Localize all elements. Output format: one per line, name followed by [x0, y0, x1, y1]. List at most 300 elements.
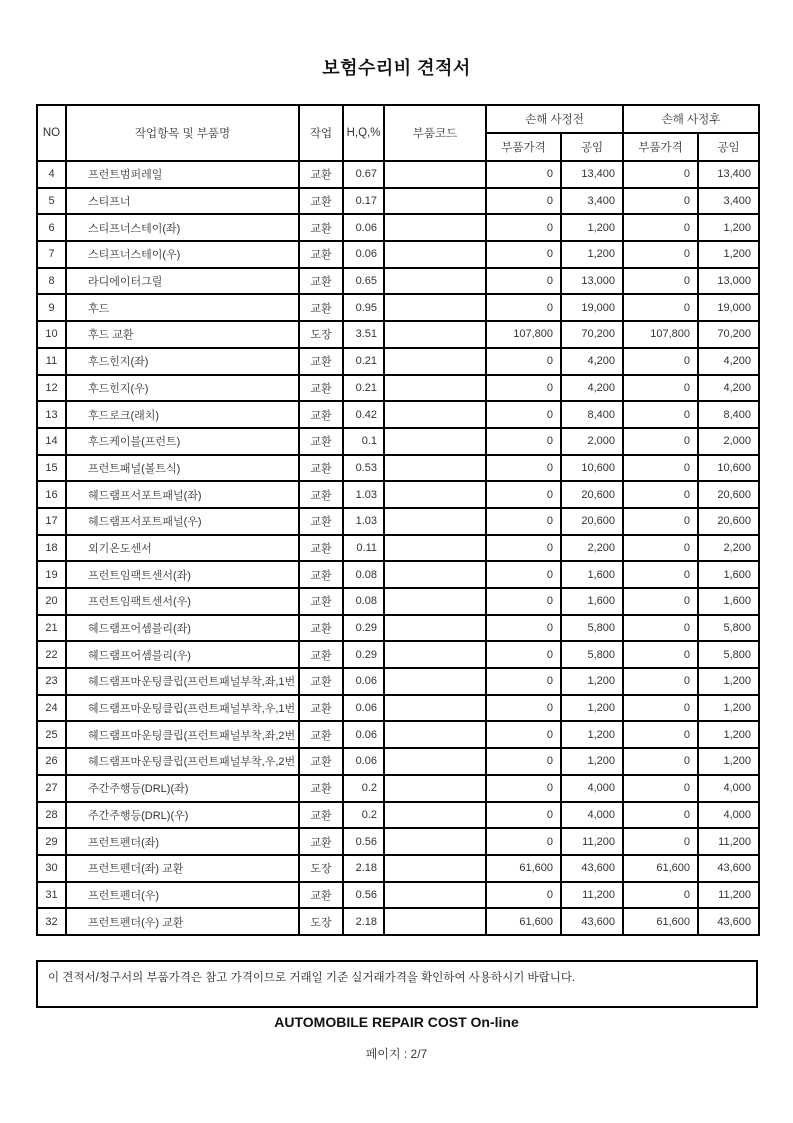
cell-work-type: 교환 [299, 828, 343, 855]
cell-after-labor: 1,200 [698, 241, 759, 268]
cell-hq: 0.53 [343, 455, 384, 482]
cell-before-part-price: 0 [486, 588, 561, 615]
cell-after-part-price: 0 [623, 641, 698, 668]
cell-item-name: 후드힌지(좌) [66, 348, 299, 375]
cell-work-type: 교환 [299, 481, 343, 508]
document-title: 보험수리비 견적서 [322, 58, 471, 78]
cell-after-labor: 20,600 [698, 481, 759, 508]
cell-before-labor: 10,600 [561, 455, 623, 482]
cell-after-part-price: 0 [623, 294, 698, 321]
cell-hq: 0.42 [343, 401, 384, 428]
table-row [37, 188, 759, 215]
cell-no: 6 [37, 214, 66, 241]
cell-before-labor: 13,400 [561, 161, 623, 188]
estimate-table [36, 104, 760, 936]
estimate-table-header [37, 105, 759, 161]
cell-item-name: 후드로크(래치) [66, 401, 299, 428]
cell-no: 8 [37, 268, 66, 295]
header-before-group: 손해 사정전 [486, 105, 623, 133]
header-after-labor: 공임 [698, 133, 759, 161]
cell-part-code [384, 294, 486, 321]
cell-after-part-price: 0 [623, 535, 698, 562]
cell-no: 15 [37, 455, 66, 482]
cell-after-labor: 1,200 [698, 214, 759, 241]
cell-after-labor: 1,200 [698, 748, 759, 775]
cell-before-labor: 1,200 [561, 241, 623, 268]
cell-after-labor: 13,000 [698, 268, 759, 295]
cell-before-labor: 13,000 [561, 268, 623, 295]
cell-before-labor: 4,000 [561, 775, 623, 802]
cell-part-code [384, 214, 486, 241]
cell-before-labor: 1,200 [561, 214, 623, 241]
table-row [37, 428, 759, 455]
cell-hq: 0.1 [343, 428, 384, 455]
cell-before-labor: 1,200 [561, 668, 623, 695]
cell-before-part-price: 61,600 [486, 908, 561, 935]
cell-after-labor: 70,200 [698, 321, 759, 348]
cell-work-type: 교환 [299, 508, 343, 535]
cell-work-type: 교환 [299, 214, 343, 241]
cell-item-name: 스티프너 [66, 188, 299, 215]
cell-after-part-price: 0 [623, 481, 698, 508]
cell-after-labor: 4,000 [698, 802, 759, 829]
cell-no: 28 [37, 802, 66, 829]
cell-before-part-price: 0 [486, 348, 561, 375]
cell-part-code [384, 668, 486, 695]
cell-no: 25 [37, 721, 66, 748]
cell-work-type: 교환 [299, 188, 343, 215]
cell-after-part-price: 0 [623, 455, 698, 482]
cell-before-labor: 3,400 [561, 188, 623, 215]
cell-part-code [384, 241, 486, 268]
cell-work-type: 교환 [299, 161, 343, 188]
cell-work-type: 교환 [299, 428, 343, 455]
cell-no: 26 [37, 748, 66, 775]
brand-line: AUTOMOBILE REPAIR COST On-line [274, 1014, 519, 1030]
cell-before-part-price: 0 [486, 641, 561, 668]
cell-hq: 2.18 [343, 855, 384, 882]
cell-item-name: 프런트패널(볼트식) [66, 455, 299, 482]
cell-after-part-price: 0 [623, 882, 698, 909]
cell-after-part-price: 0 [623, 428, 698, 455]
cell-no: 17 [37, 508, 66, 535]
cell-before-labor: 4,200 [561, 348, 623, 375]
cell-after-part-price: 0 [623, 775, 698, 802]
cell-after-labor: 1,200 [698, 721, 759, 748]
cell-work-type: 교환 [299, 588, 343, 615]
cell-item-name: 주간주행등(DRL)(좌) [66, 775, 299, 802]
cell-part-code [384, 508, 486, 535]
cell-hq: 0.29 [343, 641, 384, 668]
cell-item-name: 헤드램프마운팅클립(프런트패널부착,좌,2번 [66, 721, 299, 748]
table-row [37, 908, 759, 935]
cell-hq: 0.2 [343, 802, 384, 829]
cell-after-part-price: 0 [623, 668, 698, 695]
cell-hq: 0.06 [343, 241, 384, 268]
cell-after-labor: 3,400 [698, 188, 759, 215]
cell-work-type: 교환 [299, 721, 343, 748]
cell-after-labor: 10,600 [698, 455, 759, 482]
cell-work-type: 교환 [299, 375, 343, 402]
cell-item-name: 후드케이블(프런트) [66, 428, 299, 455]
cell-part-code [384, 802, 486, 829]
table-row [37, 882, 759, 909]
cell-before-part-price: 0 [486, 535, 561, 562]
cell-item-name: 프런트펜더(우) 교환 [66, 908, 299, 935]
cell-before-part-price: 0 [486, 508, 561, 535]
table-row [37, 775, 759, 802]
cell-after-labor: 5,800 [698, 641, 759, 668]
cell-before-part-price: 0 [486, 428, 561, 455]
cell-no: 16 [37, 481, 66, 508]
cell-before-part-price: 0 [486, 561, 561, 588]
cell-item-name: 헤드램프마운팅클립(프런트패널부착,우,1번 [66, 695, 299, 722]
cell-no: 11 [37, 348, 66, 375]
header-no: NO [37, 105, 66, 161]
cell-item-name: 헤드램프어셈블리(좌) [66, 615, 299, 642]
table-row [37, 294, 759, 321]
cell-before-part-price: 0 [486, 828, 561, 855]
cell-part-code [384, 161, 486, 188]
cell-before-labor: 2,000 [561, 428, 623, 455]
cell-after-part-price: 0 [623, 161, 698, 188]
cell-after-labor: 4,200 [698, 375, 759, 402]
header-item: 작업항목 및 부품명 [66, 105, 299, 161]
cell-hq: 1.03 [343, 508, 384, 535]
cell-after-labor: 1,200 [698, 668, 759, 695]
cell-no: 23 [37, 668, 66, 695]
cell-after-part-price: 0 [623, 188, 698, 215]
note-text: 이 견적서/청구서의 부품가격은 참고 가격이므로 거래일 기준 실거래가격을 확인하여 사용하시기 바랍니다. [48, 972, 576, 984]
cell-before-part-price: 0 [486, 241, 561, 268]
cell-before-labor: 20,600 [561, 481, 623, 508]
cell-hq: 0.06 [343, 748, 384, 775]
cell-part-code [384, 748, 486, 775]
table-row [37, 668, 759, 695]
cell-after-part-price: 0 [623, 748, 698, 775]
cell-item-name: 프런트임팩트센서(좌) [66, 561, 299, 588]
table-row [37, 535, 759, 562]
cell-work-type: 교환 [299, 668, 343, 695]
header-part-code: 부품코드 [384, 105, 486, 161]
cell-item-name: 헤드램프마운팅클립(프런트패널부착,우,2번 [66, 748, 299, 775]
table-row [37, 615, 759, 642]
cell-no: 31 [37, 882, 66, 909]
cell-work-type: 교환 [299, 294, 343, 321]
cell-item-name: 스티프너스테이(좌) [66, 214, 299, 241]
cell-item-name: 헤드램프서포트패널(좌) [66, 481, 299, 508]
header-after-group: 손해 사정후 [623, 105, 759, 133]
cell-after-part-price: 0 [623, 561, 698, 588]
cell-no: 5 [37, 188, 66, 215]
cell-work-type: 교환 [299, 882, 343, 909]
cell-after-labor: 43,600 [698, 855, 759, 882]
table-row [37, 855, 759, 882]
cell-part-code [384, 828, 486, 855]
cell-before-part-price: 0 [486, 161, 561, 188]
cell-before-labor: 1,600 [561, 561, 623, 588]
cell-after-labor: 1,200 [698, 695, 759, 722]
cell-part-code [384, 348, 486, 375]
cell-part-code [384, 615, 486, 642]
cell-after-labor: 43,600 [698, 908, 759, 935]
cell-part-code [384, 401, 486, 428]
cell-no: 32 [37, 908, 66, 935]
cell-part-code [384, 561, 486, 588]
cell-item-name: 후드 [66, 294, 299, 321]
cell-part-code [384, 455, 486, 482]
cell-after-labor: 20,600 [698, 508, 759, 535]
cell-after-part-price: 0 [623, 241, 698, 268]
table-row [37, 641, 759, 668]
cell-before-part-price: 0 [486, 615, 561, 642]
table-row [37, 508, 759, 535]
cell-part-code [384, 375, 486, 402]
cell-before-part-price: 0 [486, 481, 561, 508]
cell-part-code [384, 855, 486, 882]
table-row [37, 401, 759, 428]
cell-work-type: 교환 [299, 695, 343, 722]
cell-item-name: 프런트임팩트센서(우) [66, 588, 299, 615]
cell-after-labor: 8,400 [698, 401, 759, 428]
table-row [37, 748, 759, 775]
cell-part-code [384, 695, 486, 722]
cell-item-name: 외기온도센서 [66, 535, 299, 562]
cell-after-part-price: 0 [623, 375, 698, 402]
cell-part-code [384, 721, 486, 748]
table-row [37, 561, 759, 588]
cell-work-type: 교환 [299, 348, 343, 375]
cell-work-type: 교환 [299, 561, 343, 588]
cell-after-part-price: 0 [623, 695, 698, 722]
cell-part-code [384, 535, 486, 562]
cell-after-part-price: 0 [623, 214, 698, 241]
cell-before-part-price: 0 [486, 214, 561, 241]
cell-part-code [384, 188, 486, 215]
cell-no: 30 [37, 855, 66, 882]
cell-work-type: 교환 [299, 401, 343, 428]
cell-before-part-price: 0 [486, 802, 561, 829]
cell-hq: 0.06 [343, 214, 384, 241]
cell-before-part-price: 0 [486, 668, 561, 695]
table-row [37, 695, 759, 722]
cell-after-part-price: 107,800 [623, 321, 698, 348]
cell-hq: 0.56 [343, 828, 384, 855]
table-row [37, 375, 759, 402]
cell-work-type: 교환 [299, 455, 343, 482]
cell-no: 14 [37, 428, 66, 455]
cell-item-name: 주간주행등(DRL)(우) [66, 802, 299, 829]
cell-after-labor: 13,400 [698, 161, 759, 188]
cell-before-labor: 19,000 [561, 294, 623, 321]
cell-no: 20 [37, 588, 66, 615]
cell-before-part-price: 0 [486, 695, 561, 722]
cell-before-part-price: 0 [486, 401, 561, 428]
cell-before-labor: 11,200 [561, 828, 623, 855]
cell-no: 4 [37, 161, 66, 188]
cell-part-code [384, 908, 486, 935]
cell-before-labor: 1,200 [561, 695, 623, 722]
page-indicator: 페이지 : 2/7 [365, 1047, 428, 1061]
cell-no: 12 [37, 375, 66, 402]
cell-before-labor: 43,600 [561, 855, 623, 882]
cell-after-labor: 1,600 [698, 588, 759, 615]
cell-hq: 0.06 [343, 668, 384, 695]
cell-after-labor: 4,000 [698, 775, 759, 802]
table-row [37, 802, 759, 829]
table-row [37, 214, 759, 241]
table-row [37, 481, 759, 508]
table-row [37, 268, 759, 295]
header-before-labor: 공임 [561, 133, 623, 161]
cell-hq: 1.03 [343, 481, 384, 508]
cell-part-code [384, 268, 486, 295]
cell-after-part-price: 0 [623, 615, 698, 642]
header-after-part-price: 부품가격 [623, 133, 698, 161]
cell-before-labor: 43,600 [561, 908, 623, 935]
cell-before-part-price: 0 [486, 294, 561, 321]
cell-after-part-price: 0 [623, 588, 698, 615]
cell-hq: 0.06 [343, 695, 384, 722]
cell-before-labor: 1,200 [561, 748, 623, 775]
cell-after-labor: 4,200 [698, 348, 759, 375]
cell-no: 22 [37, 641, 66, 668]
cell-work-type: 교환 [299, 802, 343, 829]
cell-after-part-price: 0 [623, 508, 698, 535]
cell-before-part-price: 0 [486, 721, 561, 748]
cell-before-part-price: 0 [486, 748, 561, 775]
cell-item-name: 헤드램프마운팅클립(프런트패널부착,좌,1번 [66, 668, 299, 695]
cell-before-labor: 4,000 [561, 802, 623, 829]
cell-before-part-price: 0 [486, 775, 561, 802]
cell-work-type: 도장 [299, 908, 343, 935]
cell-before-labor: 2,200 [561, 535, 623, 562]
table-row [37, 721, 759, 748]
cell-after-labor: 2,000 [698, 428, 759, 455]
cell-item-name: 프런트펜더(좌) [66, 828, 299, 855]
table-row [37, 321, 759, 348]
cell-no: 7 [37, 241, 66, 268]
cell-hq: 0.56 [343, 882, 384, 909]
cell-item-name: 헤드램프어셈블리(우) [66, 641, 299, 668]
cell-after-part-price: 0 [623, 268, 698, 295]
cell-no: 29 [37, 828, 66, 855]
cell-hq: 0.21 [343, 375, 384, 402]
cell-part-code [384, 428, 486, 455]
cell-work-type: 교환 [299, 241, 343, 268]
cell-before-part-price: 0 [486, 882, 561, 909]
cell-before-part-price: 0 [486, 455, 561, 482]
table-row [37, 588, 759, 615]
cell-work-type: 도장 [299, 855, 343, 882]
cell-before-labor: 1,200 [561, 721, 623, 748]
cell-after-part-price: 0 [623, 828, 698, 855]
cell-before-part-price: 107,800 [486, 321, 561, 348]
cell-hq: 0.67 [343, 161, 384, 188]
cell-no: 13 [37, 401, 66, 428]
cell-after-labor: 19,000 [698, 294, 759, 321]
cell-before-labor: 20,600 [561, 508, 623, 535]
cell-item-name: 프런트펜더(우) [66, 882, 299, 909]
cell-hq: 0.95 [343, 294, 384, 321]
cell-no: 21 [37, 615, 66, 642]
cell-before-labor: 11,200 [561, 882, 623, 909]
cell-work-type: 도장 [299, 321, 343, 348]
note-box [36, 960, 758, 1008]
cell-hq: 0.08 [343, 588, 384, 615]
cell-no: 18 [37, 535, 66, 562]
cell-hq: 0.21 [343, 348, 384, 375]
estimate-table-body [37, 161, 759, 935]
cell-no: 10 [37, 321, 66, 348]
cell-after-part-price: 0 [623, 802, 698, 829]
cell-part-code [384, 321, 486, 348]
cell-part-code [384, 481, 486, 508]
cell-before-labor: 4,200 [561, 375, 623, 402]
cell-after-part-price: 0 [623, 348, 698, 375]
table-row [37, 161, 759, 188]
cell-hq: 0.2 [343, 775, 384, 802]
cell-before-labor: 8,400 [561, 401, 623, 428]
cell-no: 24 [37, 695, 66, 722]
cell-work-type: 교환 [299, 748, 343, 775]
cell-after-labor: 5,800 [698, 615, 759, 642]
cell-item-name: 스티프너스테이(우) [66, 241, 299, 268]
cell-hq: 0.08 [343, 561, 384, 588]
cell-before-labor: 5,800 [561, 615, 623, 642]
cell-item-name: 라디에이터그릴 [66, 268, 299, 295]
cell-hq: 3.51 [343, 321, 384, 348]
cell-no: 19 [37, 561, 66, 588]
cell-part-code [384, 775, 486, 802]
cell-no: 27 [37, 775, 66, 802]
header-work: 작업 [299, 105, 343, 161]
cell-before-part-price: 0 [486, 268, 561, 295]
cell-after-labor: 11,200 [698, 882, 759, 909]
cell-after-part-price: 0 [623, 721, 698, 748]
cell-after-labor: 11,200 [698, 828, 759, 855]
cell-item-name: 후드 교환 [66, 321, 299, 348]
cell-before-part-price: 61,600 [486, 855, 561, 882]
cell-item-name: 프런트범퍼레일 [66, 161, 299, 188]
header-before-part-price: 부품가격 [486, 133, 561, 161]
cell-before-labor: 1,600 [561, 588, 623, 615]
cell-item-name: 헤드램프서포트패널(우) [66, 508, 299, 535]
cell-after-part-price: 0 [623, 401, 698, 428]
header-hq: H,Q,% [343, 105, 384, 161]
cell-hq: 0.29 [343, 615, 384, 642]
cell-work-type: 교환 [299, 535, 343, 562]
cell-no: 9 [37, 294, 66, 321]
cell-part-code [384, 588, 486, 615]
table-row [37, 241, 759, 268]
cell-after-part-price: 61,600 [623, 908, 698, 935]
table-row [37, 455, 759, 482]
cell-after-labor: 1,600 [698, 561, 759, 588]
table-row [37, 828, 759, 855]
cell-work-type: 교환 [299, 615, 343, 642]
cell-before-labor: 70,200 [561, 321, 623, 348]
cell-item-name: 후드힌지(우) [66, 375, 299, 402]
cell-before-labor: 5,800 [561, 641, 623, 668]
cell-hq: 0.11 [343, 535, 384, 562]
cell-hq: 2.18 [343, 908, 384, 935]
cell-hq: 0.65 [343, 268, 384, 295]
cell-before-part-price: 0 [486, 188, 561, 215]
cell-part-code [384, 882, 486, 909]
cell-item-name: 프런트펜더(좌) 교환 [66, 855, 299, 882]
cell-hq: 0.06 [343, 721, 384, 748]
